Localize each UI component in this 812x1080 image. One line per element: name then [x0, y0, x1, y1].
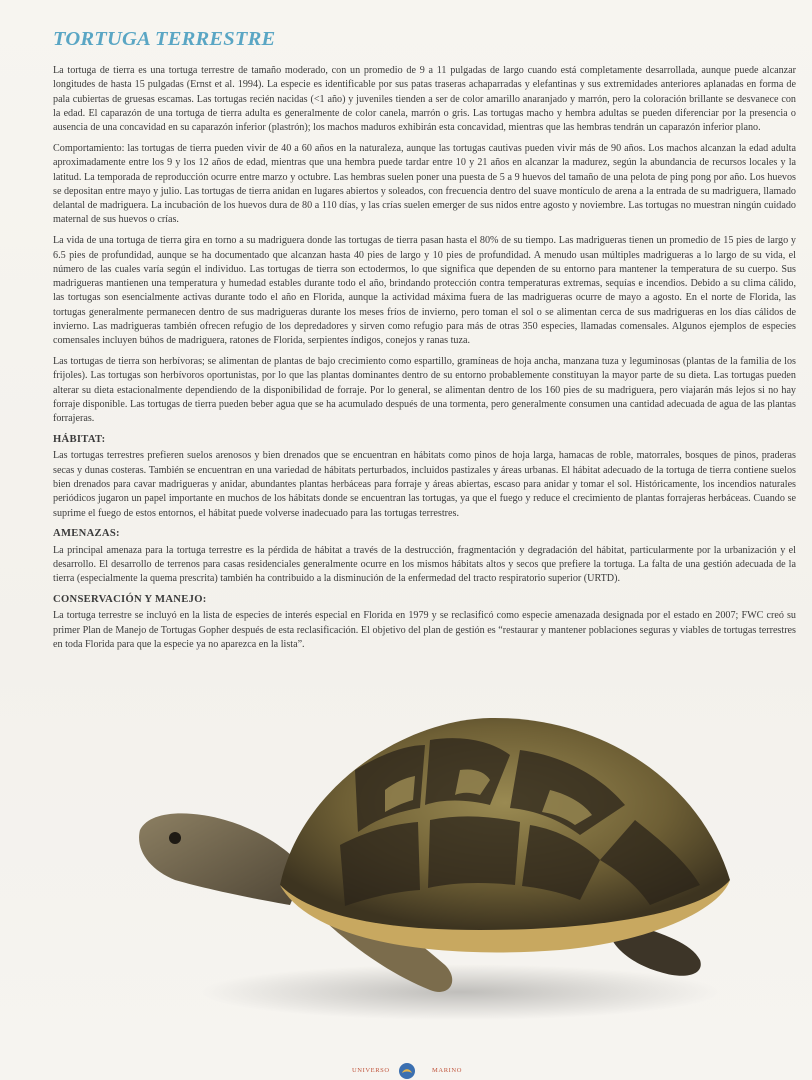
- article-body: [53, 64, 796, 659]
- habitat-text: Las tortugas terrestres prefieren suelos arenosos y bien drenados que se encuentran en hábitats como pinos de hoja larga, hamacas de roble, matorrales, bosques de pinos, praderas secas y dunas costeras. También se encuentran en una variedad de hábitats perturbados, incluidos pastizales y áreas urbanas. El hábitat adecuado de la tortuga de tierra contiene suelos bien drenados para cavar madrigueras y anidar, abundantes plantas herbáceas para forraje y áreas abiertas, escaso para anidar y tomar el sol. Históricamente, los incendios naturales periódicos jugaron un papel importante en muchos de los hábitats donde se encuentran las tortugas, ya que el fuego y reduce el crecimiento de plantas forrajeras herbáceas. Cuando se suprime el fuego de estos entornos, el hábitat puede volverse inadecuado para las tortugas terrestres.: [53, 450, 796, 519]
- conservation-heading: CONSERVACIÓN Y MANEJO:: [53, 594, 207, 606]
- threats-text: La principal amenaza para la tortuga terrestre es la pérdida de hábitat a través de la destrucción, fragmentación y degradación del hábitat, particularmente por la urbanización y el desarrollo. El desarrollo de terrenos para casas residenciales generalmente ocurre en los mismos hábitats altos y secos que prefiere la tortuga. La falta de una gestión adecuada de la tierra (especialmente la quema prescrita) también ha contribuido a la disminución de la enfermedad del tracto respiratorio superior (URTD).: [53, 544, 796, 585]
- footer-logo: [352, 1062, 462, 1080]
- habitat-heading: HÁBITAT:: [53, 434, 106, 446]
- footer-right-text: MARINO: [432, 1067, 462, 1074]
- paragraph-description: La tortuga de tierra es una tortuga terrestre de tamaño moderado, con un promedio de 9 a 11 pulgadas de largo cuando está completamente desarrollada, aunque puede alcanzar longitudes de hasta 15 pulgadas (Ernst et al. 1994). La especie es identificable por sus patas traseras achaparradas y elefantinas y sus extremidades anteriores aplanadas en forma de pala cubiertas de gruesas escamas. Las tortugas recién nacidas (<1 año) y juveniles tienden a ser de color amarillo anaranjado y marrón, pero la coloración brillante se desvanece con la edad. El caparazón de una tortuga de tierra adulta es generalmente de color canela, marrón o gris. Las tortugas macho y hembra adultas se pueden diferenciar por la presencia o ausencia de una concavidad en su caparazón inferior (plastrón); los machos maduros exhibirán esta concavidad, mientras que las hembras tendrán un caparazón inferior plano.: [53, 65, 796, 134]
- tortoise-photo: [130, 710, 740, 1030]
- page-title: TORTUGA TERRESTRE: [53, 28, 276, 50]
- paragraph-behavior: Comportamiento: las tortugas de tierra pueden vivir de 40 a 60 años en la naturaleza, aunque las tortugas cautivas pueden vivir más de 90 años. Los machos alcanzan la edad adulta aproximadamente entre los 9 y los 12 años de edad, mientras que una hembra puede tardar entre 10 y 21 años en alcanzar la madurez, según la abundancia de recursos locales y la latitud. La temporada de reproducción ocurre entre marzo y octubre. Las hembras suelen poner una puesta de 5 a 9 huevos del tamaño de una pelota de ping pong por año. Los huevos se depositan entre mayo y julio. Las tortugas de tierra anidan en lugares abiertos y soleados, con frecuencia dentro del suave montículo de arena a la entrada de su madriguera, llamado delantal de madriguera. La incubación de los huevos dura de 80 a 110 días, y las crías suelen emerger de sus nidos entre agosto y noviembre. Las tortugas no muestran ningún cuidado maternal de sus huevos o crías.: [53, 142, 796, 226]
- paragraph-diet: Las tortugas de tierra son herbívoras; se alimentan de plantas de bajo crecimiento como espartillo, gramíneas de hoja ancha, manzana tuza y leguminosas (plantas de la familia de los frijoles). Las tortugas son herbívoros oportunistas, por lo que las plantas dominantes dentro de su entorno probablemente constituyan la mayor parte de su dieta. Las tortugas pueden alterar su dieta estacionalmente dependiendo de la disponibilidad de forraje. Por lo general, se alimentan dentro de los 160 pies de su madriguera, pero viajarán más lejos si no hay forraje disponible. Las tortugas de tierra pueden beber agua que se ha acumulado después de una tormenta, pero generalmente consumen una cantidad adecuada de agua de las plantas forrajeras.: [53, 356, 796, 425]
- emblem-icon: [397, 1062, 417, 1080]
- footer-left-text: UNIVERSO: [352, 1067, 390, 1074]
- conservation-text: La tortuga terrestre se incluyó en la lista de especies de interés especial en Florida en 1979 y se reclasificó como especie amenazada designada por el estado en 2007; FWC creó su primer Plan de Manejo de Tortugas Gopher después de esta reclasificación. El objetivo del plan de gestión es “restaurar y mantener poblaciones seguras y viables de tortugas terrestres en toda Florida para que la especie ya no aparezca en la lista”.: [53, 610, 796, 650]
- threats-heading: AMENAZAS:: [53, 528, 120, 540]
- paragraph-burrows: La vida de una tortuga de tierra gira en torno a su madriguera donde las tortugas de tierra pasan hasta el 80% de su tiempo. Las madrigueras tienen un promedio de 15 pies de largo y 6.5 pies de profundidad, aunque se ha documentado que alcanzan hasta 40 pies de largo y 10 pies de profundidad. A menudo usan múltiples madrigueras a lo largo de su vida, el número de las cuales varía según el individuo. Las tortugas de tierra son ectodermos, lo que significa que dependen de su entorno para mantener la temperatura de su cuerpo. Sus madrigueras mantienen una temperatura y humedad estables durante todo el año, brindando protección contra temperaturas extremas, sequías e incendios. Debido a su clima cálido, las tortugas son esencialmente activas durante todo el año en Florida, aunque la actividad máxima fuera de las madrigueras ocurre de mayo a agosto. En el norte de Florida, las tortugas generalmente permanecen dentro de sus madrigueras durante los meses fríos de invierno, pero toman el sol o se alimentan cerca de sus madrigueras en los días cálidos de invierno. Las madrigueras también ofrecen refugio de los depredadores y sirven como refugio para más de otras 350 especies, llamadas comensales. Algunos ejemplos de especies comensales incluyen búhos de madriguera, ratones de Florida, serpientes índigos, conejos y ranas tuza.: [53, 235, 796, 347]
